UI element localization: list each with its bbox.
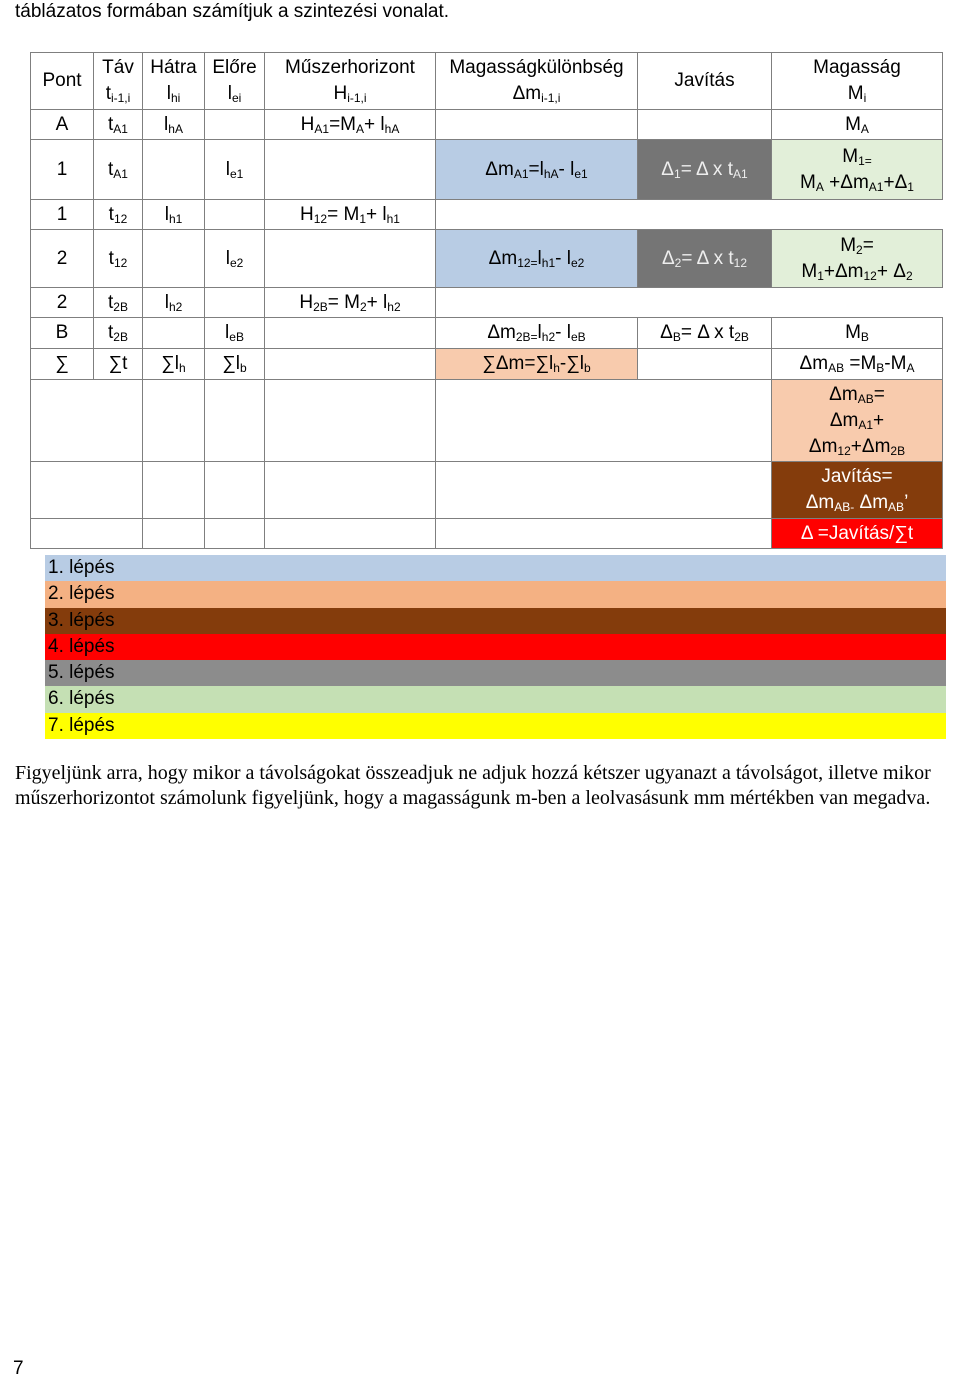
cell-empty bbox=[205, 380, 265, 462]
cell-elore bbox=[205, 110, 265, 140]
table-row bbox=[31, 140, 943, 200]
legend-step-1: 1. lépés bbox=[45, 555, 946, 581]
cell-javitas bbox=[638, 110, 772, 140]
page-number: 7 bbox=[13, 1358, 24, 1379]
cell-empty bbox=[436, 200, 638, 230]
cell-javitas: $\Delta_B= \Delta$ x $t_{2B}$ bbox=[638, 318, 772, 349]
header-tav: Táv $t_{i-1,i}$ bbox=[94, 53, 143, 110]
cell-elore: $l_{e2}$ bbox=[205, 230, 265, 288]
cell-empty bbox=[436, 380, 772, 462]
cell-elore: $l_{eB}$ bbox=[205, 318, 265, 349]
cell-tav: ∑t bbox=[94, 349, 143, 380]
cell-muszerhorizont: $H_{A1}=M_A+ l_{hA}$ bbox=[265, 110, 436, 140]
cell-empty bbox=[143, 462, 205, 519]
cell-hatra bbox=[143, 318, 205, 349]
cell-hatra: $l_{hA}$ bbox=[143, 110, 205, 140]
cell-hatra: $l_{h1}$ bbox=[143, 200, 205, 230]
cell-empty bbox=[772, 200, 943, 230]
cell-pont: 1 bbox=[31, 140, 94, 200]
cell-empty bbox=[205, 462, 265, 519]
cell-hatra bbox=[143, 140, 205, 200]
cell-tav: $t_{A1}$ bbox=[94, 140, 143, 200]
header-hatra: Hátra $l_{hi}$ bbox=[143, 53, 205, 110]
cell-magassag: $M_A$ bbox=[772, 110, 943, 140]
leveling-table bbox=[30, 52, 943, 549]
header-pont: Pont bbox=[31, 53, 94, 110]
cell-elore: $l_{e1}$ bbox=[205, 140, 265, 200]
table-row bbox=[31, 318, 943, 349]
cell-pont: 2 bbox=[31, 288, 94, 318]
cell-tav: $t_{12}$ bbox=[94, 200, 143, 230]
table-row bbox=[31, 349, 943, 380]
cell-empty bbox=[772, 288, 943, 318]
table-row bbox=[31, 462, 943, 519]
cell-magassag: $M_B$ bbox=[772, 318, 943, 349]
cell-empty bbox=[31, 380, 143, 462]
cell-muszerhorizont: $H_{12}= M_1+ l_{h1}$ bbox=[265, 200, 436, 230]
cell-hatra bbox=[143, 230, 205, 288]
legend-step-6: 6. lépés bbox=[45, 686, 946, 712]
legend-step-7: 7. lépés bbox=[45, 713, 946, 739]
header-row bbox=[31, 53, 943, 110]
cell-magassag: $\Delta m_{AB} =M_B-M_A$ bbox=[772, 349, 943, 380]
cell-empty bbox=[31, 519, 143, 549]
cell-muszerhorizont bbox=[265, 349, 436, 380]
cell-pont: ∑ bbox=[31, 349, 94, 380]
table-row bbox=[31, 200, 943, 230]
cell-pont: 2 bbox=[31, 230, 94, 288]
table-row bbox=[31, 110, 943, 140]
cell-elore bbox=[205, 288, 265, 318]
cell-muszerhorizont bbox=[265, 230, 436, 288]
cell-empty bbox=[436, 288, 638, 318]
legend-step-2: 2. lépés bbox=[45, 581, 946, 607]
step-legend bbox=[45, 555, 946, 739]
cell-magassagkulonbseg: $\Delta m_{2B=}l_{h2}-$ $l_{eB}$ bbox=[436, 318, 638, 349]
table-row bbox=[31, 288, 943, 318]
cell-empty bbox=[265, 462, 436, 519]
cell-delta-formula: Δ =Javítás/∑t bbox=[772, 519, 943, 549]
cell-hatra: $\sum l_h$ bbox=[143, 349, 205, 380]
cell-empty bbox=[436, 519, 772, 549]
cell-magassagkulonbseg: $\sum\Delta m=\sum l_h-\sum l_b$ bbox=[436, 349, 638, 380]
legend-step-5: 5. lépés bbox=[45, 660, 946, 686]
cell-empty bbox=[265, 519, 436, 549]
table-row bbox=[31, 380, 943, 462]
cell-javitas: $\Delta_1= \Delta$ x $t_{A1}$ bbox=[638, 140, 772, 200]
cell-empty bbox=[143, 519, 205, 549]
cell-tav: $t_{A1}$ bbox=[94, 110, 143, 140]
cell-empty bbox=[638, 200, 772, 230]
cell-pont: 1 bbox=[31, 200, 94, 230]
cell-javitas: $\Delta_2= \Delta$ x $t_{12}$ bbox=[638, 230, 772, 288]
cell-dmab-sum: $\Delta m_{AB}=$ $\Delta m_{A1}+$ $\Delta m_{12}+\Delta m_{2B}$ bbox=[772, 380, 943, 462]
cell-empty bbox=[265, 380, 436, 462]
cell-empty bbox=[205, 519, 265, 549]
table-row bbox=[31, 519, 943, 549]
note-paragraph: Figyeljünk arra, hogy mikor a távolságokat összeadjuk ne adjuk hozzá kétszer ugyanazt a távolságot, illetve mikor műszerhorizontot számolunk figyeljünk, hogy a magasságunk m-ben a leolvasásunk mm mértékben van megadva. bbox=[15, 762, 931, 809]
cell-empty bbox=[638, 288, 772, 318]
cell-magassag: $M_{1=}$ $M_A +\Delta m_{A1}+\Delta_1$ bbox=[772, 140, 943, 200]
cell-magassagkulonbseg bbox=[436, 110, 638, 140]
header-javitas: Javítás bbox=[638, 53, 772, 110]
cell-tav: $t_{2B}$ bbox=[94, 318, 143, 349]
cell-muszerhorizont bbox=[265, 140, 436, 200]
cell-elore bbox=[205, 200, 265, 230]
table-row bbox=[31, 230, 943, 288]
cell-empty bbox=[436, 462, 772, 519]
cell-pont: B bbox=[31, 318, 94, 349]
cell-tav: $t_{2B}$ bbox=[94, 288, 143, 318]
cell-javitas-formula: Javítás= $\Delta m_{AB-}$ $\Delta m_{AB}$’ bbox=[772, 462, 943, 519]
cell-tav: $t_{12}$ bbox=[94, 230, 143, 288]
header-magassagkulonbseg: Magasságkülönbség $\Delta m_{i-1,i}$ bbox=[436, 53, 638, 110]
legend-step-4: 4. lépés bbox=[45, 634, 946, 660]
cell-hatra: $l_{h2}$ bbox=[143, 288, 205, 318]
cell-magassag: $M_2=$ $M_1+\Delta m_{12}+ \Delta_2$ bbox=[772, 230, 943, 288]
cell-magassagkulonbseg: $\Delta m_{12=}l_{h1}-$ $l_{e2}$ bbox=[436, 230, 638, 288]
header-muszerhorizont: Műszerhorizont $H_{i-1,i}$ bbox=[265, 53, 436, 110]
intro-text: táblázatos formában számítjuk a szintezési vonalat. bbox=[15, 1, 450, 22]
cell-javitas bbox=[638, 349, 772, 380]
header-magassag: Magasság $M_i$ bbox=[772, 53, 943, 110]
header-elore: Előre $l_{ei}$ bbox=[205, 53, 265, 110]
cell-muszerhorizont: $H_{2B}= M_2+ l_{h2}$ bbox=[265, 288, 436, 318]
cell-pont: A bbox=[31, 110, 94, 140]
cell-empty bbox=[31, 462, 143, 519]
cell-elore: $\sum l_b$ bbox=[205, 349, 265, 380]
legend-step-3: 3. lépés bbox=[45, 608, 946, 634]
cell-magassagkulonbseg: $\Delta m_{A1}=l_{hA}-$ $l_{e1}$ bbox=[436, 140, 638, 200]
cell-muszerhorizont bbox=[265, 318, 436, 349]
cell-empty bbox=[143, 380, 205, 462]
